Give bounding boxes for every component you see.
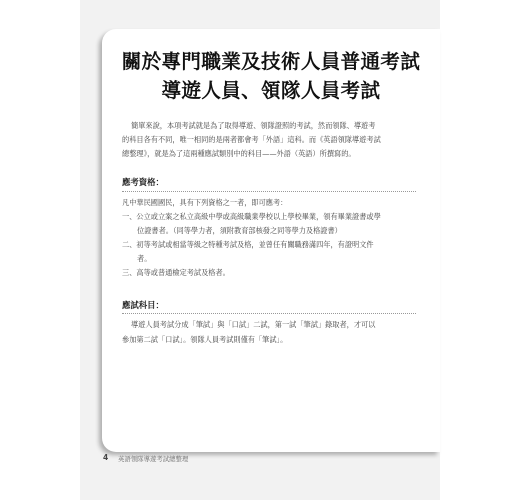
qualification-item-1: 一、公立或立案之私立高級中學或高級職業學校以上學校畢業，領有畢業證書或學 — [122, 212, 381, 221]
qualifications-heading: 應考資格： — [122, 177, 164, 187]
page-number: 4 — [103, 453, 109, 462]
qualification-item-2: 二、初等考試或相當等級之特種考試及格，並曾任有關職務滿四年，有證明文件 — [122, 240, 374, 249]
qualification-item-3: 三、高等或普通檢定考試及格者。 — [122, 268, 230, 277]
intro-line-1: 簡單來說，本項考試就是為了取得導遊、領隊證照的考試，然而領隊、導遊考 — [131, 121, 376, 130]
qualification-item-1-cont: 位證書者。（同等學力者，須附教育部核發之同等學力及格證書） — [137, 226, 342, 235]
running-footer-title: 英語領隊導遊考試總整理 — [118, 455, 189, 463]
qualification-item-2-cont: 者。 — [137, 254, 152, 263]
qualifications-lead: 凡中華民國國民，具有下列資格之一者，即可應考： — [122, 198, 288, 207]
page-title-line-2: 導遊人員、領隊人員考試 — [161, 79, 381, 102]
subjects-line-2: 參加第二試「口試」。領隊人員考試則僅有「筆試」。 — [122, 335, 288, 344]
subjects-line-1: 導遊人員考試分成「筆試」與「口試」二試，第一試「筆試」錄取者，才可以 — [131, 320, 376, 329]
subjects-heading: 應試科目： — [122, 300, 164, 310]
intro-line-2: 的科目各有不同，唯一相同的是兩者都會考「外語」這科。而《英語領隊導遊考試 — [122, 135, 381, 144]
subjects-divider — [122, 313, 416, 314]
page-title-line-1: 關於專門職業及技術人員普通考試 — [121, 50, 421, 73]
qualifications-divider — [122, 191, 416, 192]
intro-line-3: 總整理》，就是為了這兩種應試類別中的科目——外語（英語）所撰寫的。 — [122, 149, 356, 158]
